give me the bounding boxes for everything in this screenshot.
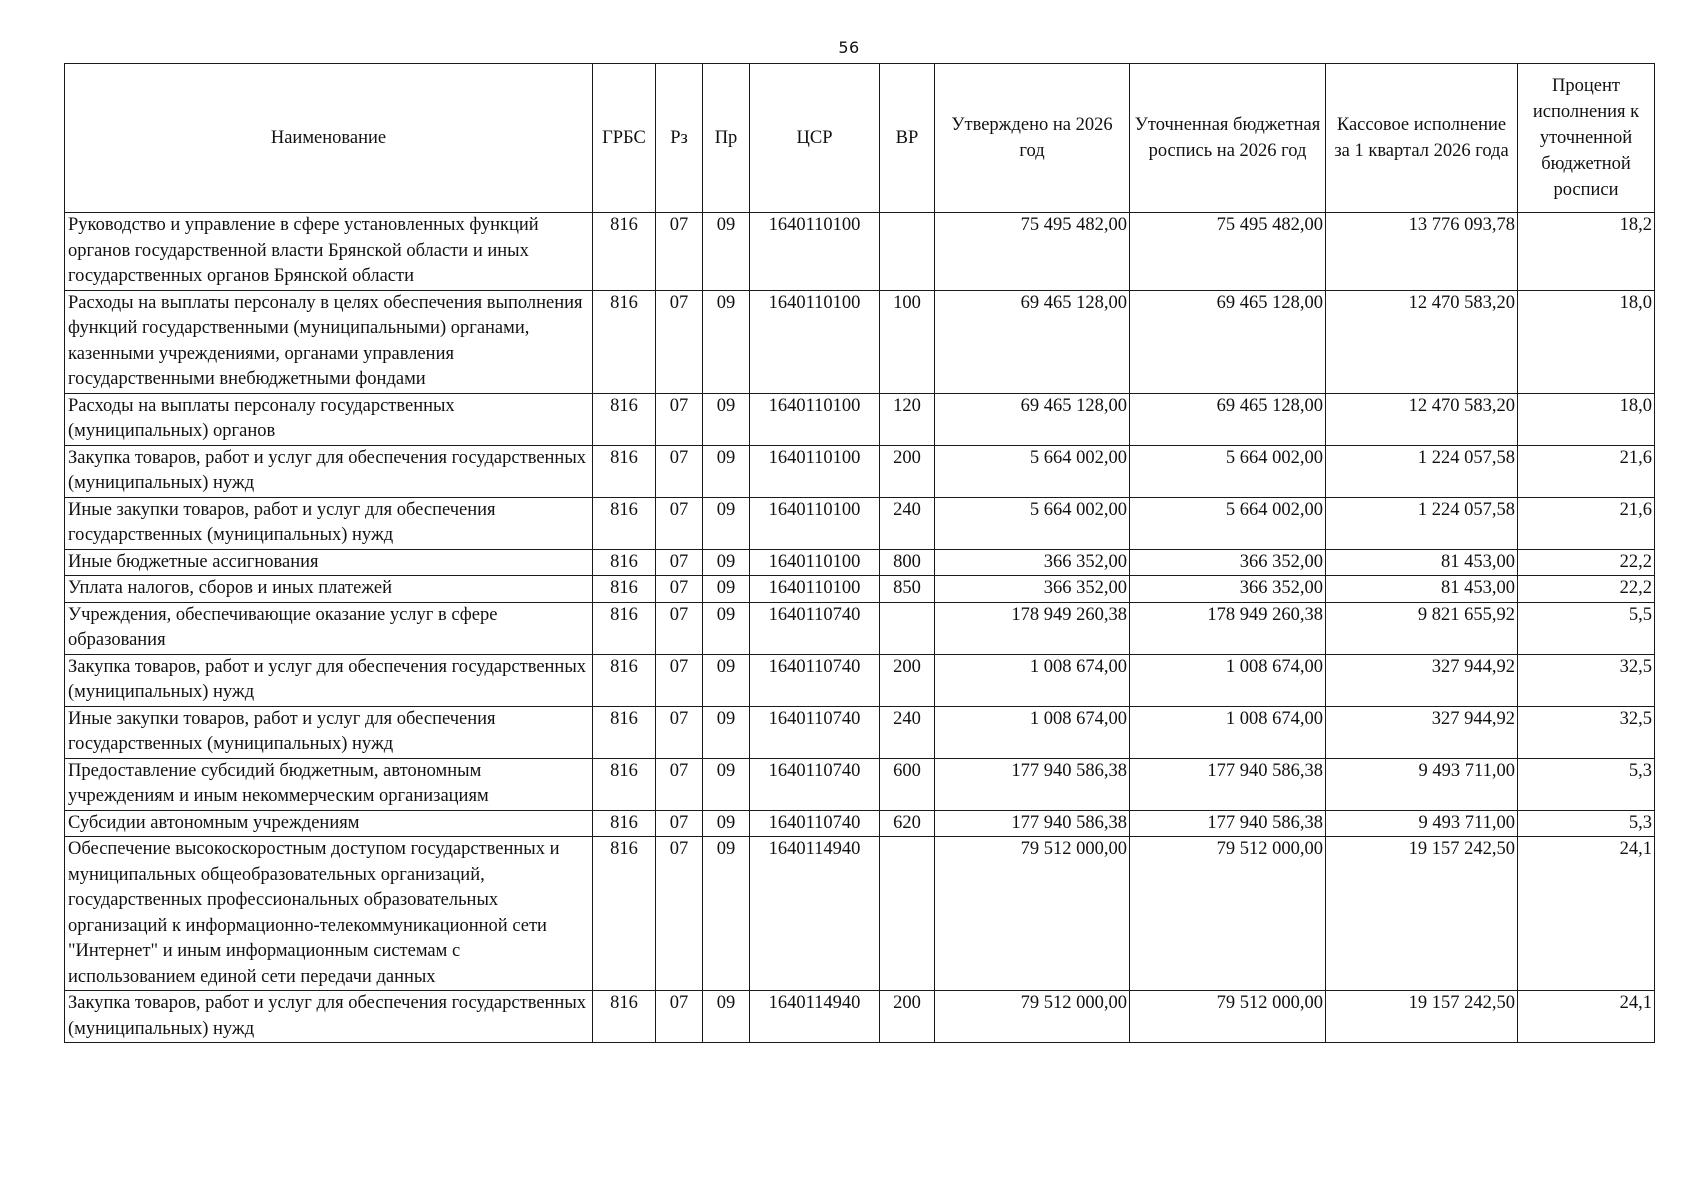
cell-approved: 69 465 128,00 [935, 393, 1130, 445]
cell-name: Закупка товаров, работ и услуг для обеспечения государственных (муниципальных) нужд [65, 445, 593, 497]
cell-approved: 177 940 586,38 [935, 758, 1130, 810]
cell-percent: 32,5 [1518, 706, 1655, 758]
cell-percent: 21,6 [1518, 497, 1655, 549]
cell-percent: 18,0 [1518, 393, 1655, 445]
cell-csr: 1640110100 [750, 497, 880, 549]
cell-vr: 240 [880, 706, 935, 758]
cell-rz: 07 [656, 576, 703, 603]
cell-rz: 07 [656, 758, 703, 810]
cell-cash: 12 470 583,20 [1326, 393, 1518, 445]
cell-grbs: 816 [593, 758, 656, 810]
cell-approved: 177 940 586,38 [935, 810, 1130, 837]
cell-name: Закупка товаров, работ и услуг для обеспечения государственных (муниципальных) нужд [65, 991, 593, 1043]
cell-vr: 850 [880, 576, 935, 603]
cell-vr: 600 [880, 758, 935, 810]
cell-pr: 09 [703, 991, 750, 1043]
cell-grbs: 816 [593, 213, 656, 291]
cell-percent: 21,6 [1518, 445, 1655, 497]
cell-percent: 18,0 [1518, 290, 1655, 393]
table-row [65, 810, 1655, 837]
cell-name: Обеспечение высокоскоростным доступом государственных и муниципальных общеобразовательных организаций, государственных профессиональных образовательных организаций к информационно-телекоммуникационной сети "Интернет" и иным информационным системам с использованием единой сети передачи данных [65, 837, 593, 991]
cell-csr: 1640110740 [750, 706, 880, 758]
cell-refined: 69 465 128,00 [1130, 393, 1326, 445]
cell-refined: 177 940 586,38 [1130, 810, 1326, 837]
cell-pr: 09 [703, 290, 750, 393]
cell-refined: 75 495 482,00 [1130, 213, 1326, 291]
cell-rz: 07 [656, 393, 703, 445]
cell-rz: 07 [656, 991, 703, 1043]
cell-cash: 19 157 242,50 [1326, 837, 1518, 991]
cell-name: Учреждения, обеспечивающие оказание услуг в сфере образования [65, 602, 593, 654]
cell-vr: 200 [880, 445, 935, 497]
table-row [65, 602, 1655, 654]
cell-vr [880, 213, 935, 291]
cell-name: Иные закупки товаров, работ и услуг для обеспечения государственных (муниципальных) нужд [65, 497, 593, 549]
column-header-refined: Уточненная бюджетная роспись на 2026 год [1130, 64, 1326, 213]
cell-percent: 5,3 [1518, 810, 1655, 837]
cell-name: Расходы на выплаты персоналу в целях обеспечения выполнения функций государственными (муниципальными) органами, казенными учреждениями, органами управления государственными внебюджетными фондами [65, 290, 593, 393]
column-header-percent: Процент исполнения к уточненной бюджетной росписи [1518, 64, 1655, 213]
cell-csr: 1640110740 [750, 758, 880, 810]
cell-percent: 5,3 [1518, 758, 1655, 810]
page-number: 56 [838, 38, 860, 57]
cell-refined: 366 352,00 [1130, 576, 1326, 603]
cell-vr [880, 837, 935, 991]
cell-cash: 81 453,00 [1326, 549, 1518, 576]
cell-name: Предоставление субсидий бюджетным, автономным учреждениям и иным некоммерческим организациям [65, 758, 593, 810]
cell-cash: 327 944,92 [1326, 706, 1518, 758]
cell-name: Субсидии автономным учреждениям [65, 810, 593, 837]
cell-name: Расходы на выплаты персоналу государственных (муниципальных) органов [65, 393, 593, 445]
cell-grbs: 816 [593, 706, 656, 758]
cell-vr: 100 [880, 290, 935, 393]
table-row [65, 758, 1655, 810]
cell-cash: 19 157 242,50 [1326, 991, 1518, 1043]
table-row [65, 549, 1655, 576]
cell-csr: 1640114940 [750, 837, 880, 991]
cell-rz: 07 [656, 837, 703, 991]
cell-pr: 09 [703, 654, 750, 706]
cell-vr: 120 [880, 393, 935, 445]
table-row [65, 290, 1655, 393]
cell-approved: 178 949 260,38 [935, 602, 1130, 654]
cell-csr: 1640110740 [750, 602, 880, 654]
column-header-rz: Рз [656, 64, 703, 213]
cell-approved: 79 512 000,00 [935, 837, 1130, 991]
cell-rz: 07 [656, 445, 703, 497]
cell-rz: 07 [656, 549, 703, 576]
table-row [65, 393, 1655, 445]
cell-refined: 177 940 586,38 [1130, 758, 1326, 810]
cell-vr: 240 [880, 497, 935, 549]
cell-grbs: 816 [593, 290, 656, 393]
cell-rz: 07 [656, 497, 703, 549]
cell-approved: 79 512 000,00 [935, 991, 1130, 1043]
table-row [65, 497, 1655, 549]
cell-grbs: 816 [593, 991, 656, 1043]
cell-refined: 79 512 000,00 [1130, 991, 1326, 1043]
cell-rz: 07 [656, 213, 703, 291]
budget-execution-table [64, 63, 1655, 1043]
cell-csr: 1640110100 [750, 393, 880, 445]
cell-cash: 1 224 057,58 [1326, 497, 1518, 549]
cell-vr: 200 [880, 654, 935, 706]
cell-name: Руководство и управление в сфере установленных функций органов государственной власти Брянской области и иных государственных органов Брянской области [65, 213, 593, 291]
cell-csr: 1640110100 [750, 445, 880, 497]
cell-percent: 18,2 [1518, 213, 1655, 291]
cell-rz: 07 [656, 810, 703, 837]
cell-cash: 9 493 711,00 [1326, 810, 1518, 837]
cell-csr: 1640110740 [750, 810, 880, 837]
cell-pr: 09 [703, 758, 750, 810]
cell-percent: 22,2 [1518, 549, 1655, 576]
cell-csr: 1640110100 [750, 213, 880, 291]
cell-percent: 24,1 [1518, 837, 1655, 991]
cell-grbs: 816 [593, 602, 656, 654]
cell-vr [880, 602, 935, 654]
cell-pr: 09 [703, 837, 750, 991]
cell-csr: 1640114940 [750, 991, 880, 1043]
cell-grbs: 816 [593, 810, 656, 837]
table-header-row [65, 64, 1655, 213]
cell-approved: 75 495 482,00 [935, 213, 1130, 291]
cell-percent: 22,2 [1518, 576, 1655, 603]
cell-approved: 5 664 002,00 [935, 497, 1130, 549]
cell-pr: 09 [703, 393, 750, 445]
table-body [65, 213, 1655, 1043]
cell-refined: 5 664 002,00 [1130, 445, 1326, 497]
cell-pr: 09 [703, 602, 750, 654]
cell-grbs: 816 [593, 549, 656, 576]
cell-vr: 200 [880, 991, 935, 1043]
cell-csr: 1640110100 [750, 549, 880, 576]
column-header-csr: ЦСР [750, 64, 880, 213]
column-header-grbs: ГРБС [593, 64, 656, 213]
cell-pr: 09 [703, 549, 750, 576]
cell-name: Иные закупки товаров, работ и услуг для обеспечения государственных (муниципальных) нужд [65, 706, 593, 758]
cell-rz: 07 [656, 602, 703, 654]
cell-refined: 69 465 128,00 [1130, 290, 1326, 393]
cell-pr: 09 [703, 213, 750, 291]
cell-cash: 81 453,00 [1326, 576, 1518, 603]
cell-percent: 5,5 [1518, 602, 1655, 654]
cell-rz: 07 [656, 706, 703, 758]
table-row [65, 213, 1655, 291]
cell-percent: 32,5 [1518, 654, 1655, 706]
cell-refined: 79 512 000,00 [1130, 837, 1326, 991]
cell-rz: 07 [656, 654, 703, 706]
table-row [65, 576, 1655, 603]
cell-refined: 178 949 260,38 [1130, 602, 1326, 654]
cell-pr: 09 [703, 810, 750, 837]
cell-vr: 620 [880, 810, 935, 837]
table-row [65, 991, 1655, 1043]
cell-approved: 5 664 002,00 [935, 445, 1130, 497]
cell-approved: 69 465 128,00 [935, 290, 1130, 393]
cell-refined: 366 352,00 [1130, 549, 1326, 576]
table-row [65, 837, 1655, 991]
cell-approved: 366 352,00 [935, 549, 1130, 576]
cell-approved: 1 008 674,00 [935, 706, 1130, 758]
cell-approved: 366 352,00 [935, 576, 1130, 603]
cell-refined: 5 664 002,00 [1130, 497, 1326, 549]
cell-csr: 1640110740 [750, 654, 880, 706]
column-header-approved: Утверждено на 2026 год [935, 64, 1130, 213]
cell-name: Уплата налогов, сборов и иных платежей [65, 576, 593, 603]
cell-cash: 13 776 093,78 [1326, 213, 1518, 291]
cell-cash: 9 493 711,00 [1326, 758, 1518, 810]
table-row [65, 654, 1655, 706]
cell-cash: 327 944,92 [1326, 654, 1518, 706]
cell-cash: 9 821 655,92 [1326, 602, 1518, 654]
column-header-vr: ВР [880, 64, 935, 213]
cell-grbs: 816 [593, 445, 656, 497]
cell-pr: 09 [703, 706, 750, 758]
cell-csr: 1640110100 [750, 290, 880, 393]
cell-refined: 1 008 674,00 [1130, 654, 1326, 706]
column-header-cash: Кассовое исполнение за 1 квартал 2026 года [1326, 64, 1518, 213]
cell-csr: 1640110100 [750, 576, 880, 603]
table-row [65, 445, 1655, 497]
cell-grbs: 816 [593, 837, 656, 991]
cell-name: Закупка товаров, работ и услуг для обеспечения государственных (муниципальных) нужд [65, 654, 593, 706]
cell-pr: 09 [703, 497, 750, 549]
column-header-pr: Пр [703, 64, 750, 213]
cell-grbs: 816 [593, 497, 656, 549]
cell-pr: 09 [703, 445, 750, 497]
cell-percent: 24,1 [1518, 991, 1655, 1043]
cell-approved: 1 008 674,00 [935, 654, 1130, 706]
cell-grbs: 816 [593, 393, 656, 445]
cell-refined: 1 008 674,00 [1130, 706, 1326, 758]
cell-grbs: 816 [593, 654, 656, 706]
column-header-name: Наименование [65, 64, 593, 213]
table-row [65, 706, 1655, 758]
cell-cash: 1 224 057,58 [1326, 445, 1518, 497]
cell-rz: 07 [656, 290, 703, 393]
cell-name: Иные бюджетные ассигнования [65, 549, 593, 576]
cell-pr: 09 [703, 576, 750, 603]
cell-grbs: 816 [593, 576, 656, 603]
cell-cash: 12 470 583,20 [1326, 290, 1518, 393]
cell-vr: 800 [880, 549, 935, 576]
